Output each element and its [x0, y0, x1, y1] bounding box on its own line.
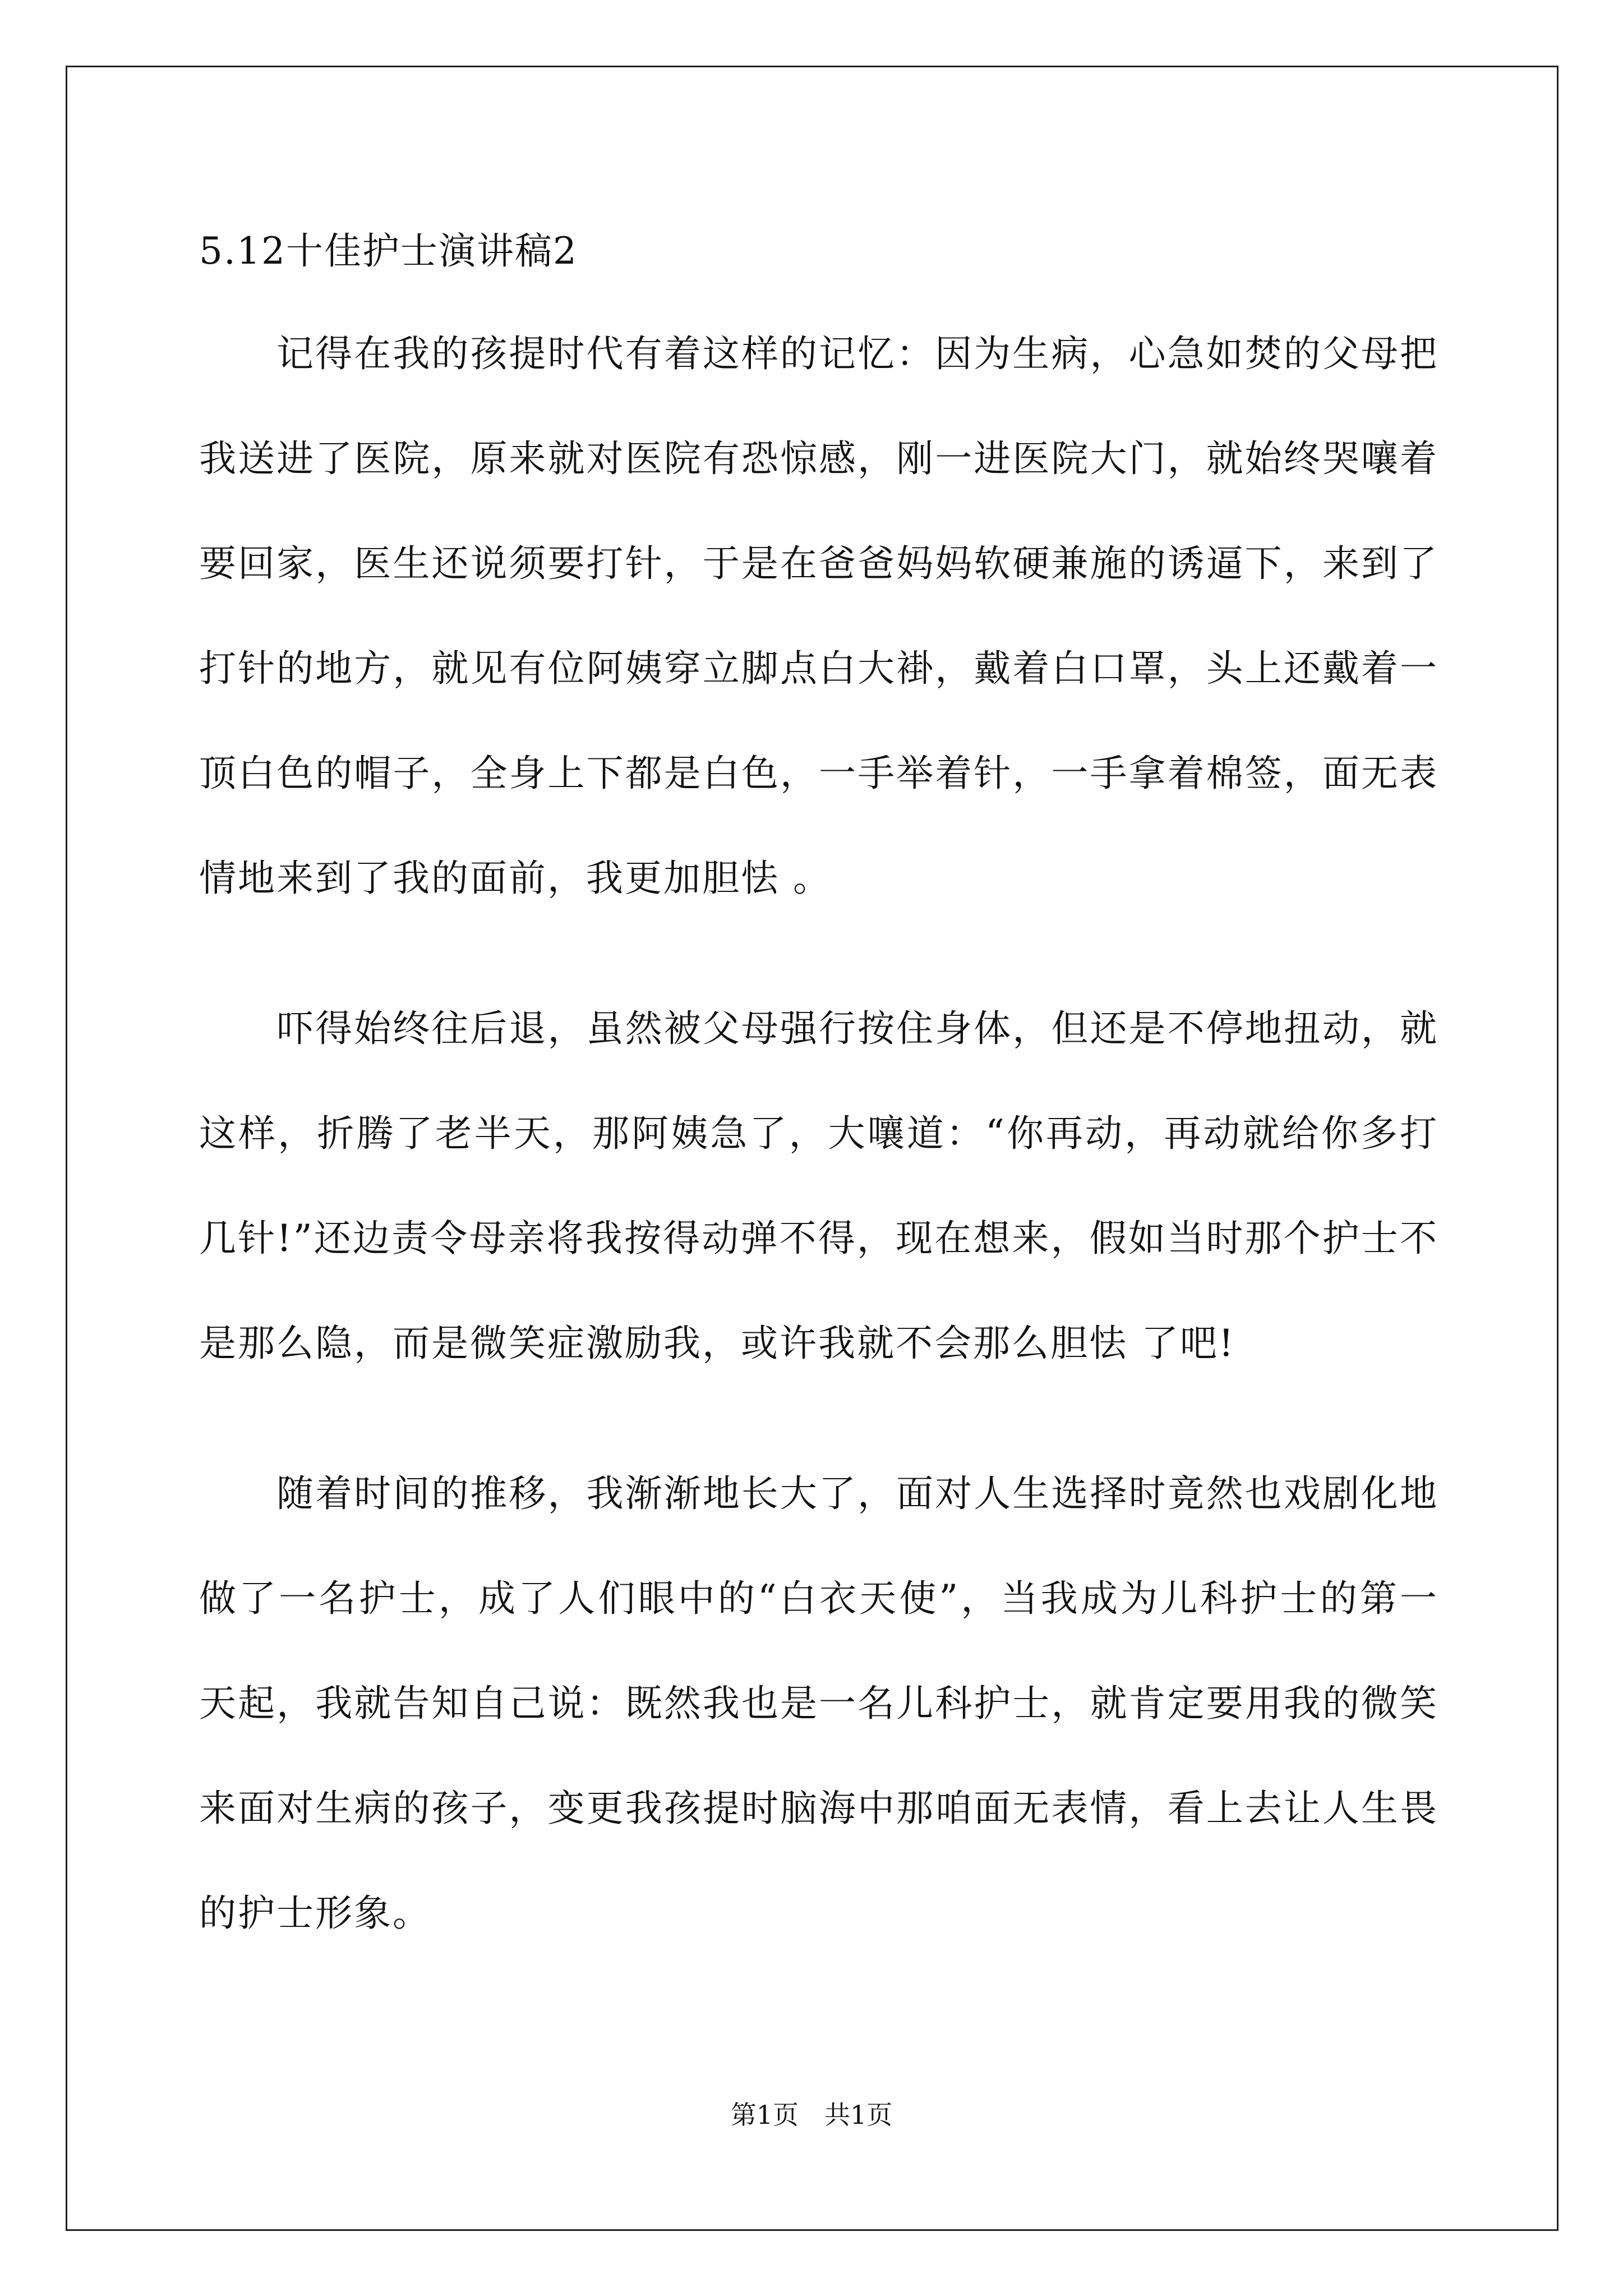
paragraph-1: 记得在我的孩提时代有着这样的记忆：因为生病，心急如焚的父母把我送进了医院，原来就对医院有恐惊感，刚一进医院大门，就始终哭嚷着要回家，医生还说须要打针，于是在爸爸妈妈软硬兼施的诱逼下，来到了打针的地方，就见有位阿姨穿立脚点白大褂，戴着白口罩，头上还戴着一顶白色的帽子，全身上下都是白色，一手举着针，一手拿着棉签，面无表情地来到了我的面前，我更加胆怯 。: [199, 332, 1438, 900]
paragraph-2: 吓得始终往后退，虽然被父母强行按住身体，但还是不停地扭动，就这样，折腾了老半天，那阿姨急了，大嚷道：“你再动，再动就给你多打几针!”还边责令母亲将我按得动弹不得，现在想来，假如当时那个护士不是那么隐，而是微笑症激励我，或许我就不会那么胆怯 了吧!: [199, 1007, 1438, 1365]
document-body: [199, 222, 1438, 1966]
paragraph-3: 随着时间的推移，我渐渐地长大了，面对人生选择时竟然也戏剧化地做了一名护士，成了人们眼中的“白衣天使”，当我成为儿科护士的第一天起，我就告知自己说：既然我也是一名儿科护士，就肯定要用我的微笑来面对生病的孩子，变更我孩提时脑海中那咱面无表情，看上去让人生畏的护士形象。: [199, 1472, 1438, 1935]
document-title: 5.12十佳护士演讲稿2: [199, 229, 578, 273]
page-number-footer: 第1页 共1页: [730, 2100, 893, 2130]
